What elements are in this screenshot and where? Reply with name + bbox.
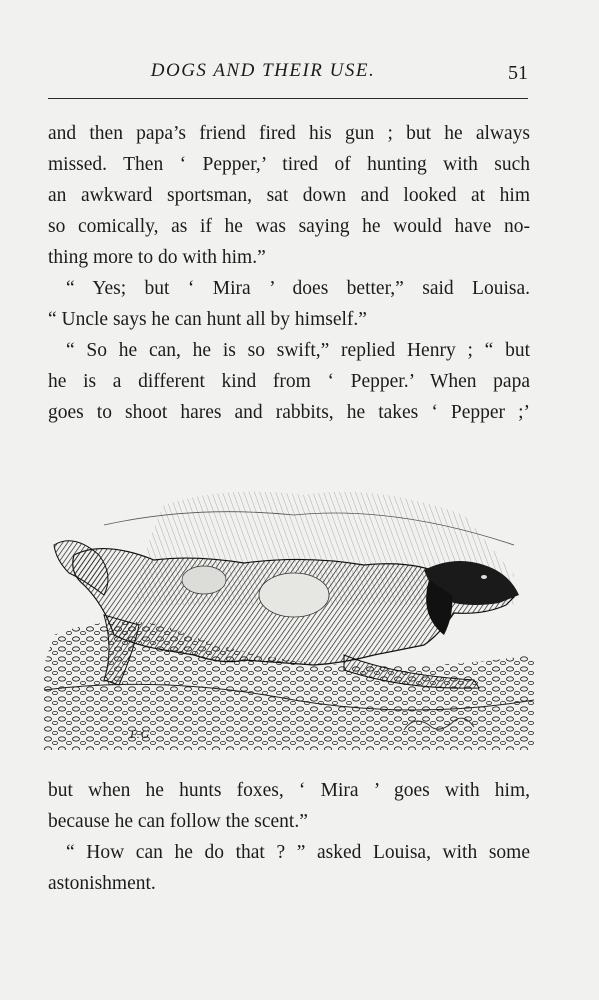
- text-line: “ So he can, he is so swift,” replied Henry ; “ but: [66, 340, 530, 361]
- text-line: “ Yes; but ‘ Mira ’ does better,” said Louisa.: [66, 278, 530, 299]
- engraver-initials: F.G: [130, 727, 151, 741]
- text-line: goes to shoot hares and rabbits, he takes ‘ Pepper ;’: [48, 402, 530, 423]
- text-line: but when he hunts foxes, ‘ Mira ’ goes with him,: [48, 780, 530, 801]
- text-line: he is a different kind from ‘ Pepper.’ When papa: [48, 371, 530, 392]
- page-number: 51: [508, 62, 528, 84]
- running-title: DOGS AND THEIR USE.: [150, 60, 376, 81]
- dog-illustration: [44, 485, 539, 750]
- text-line: an awkward sportsman, sat down and looked at him: [48, 185, 530, 206]
- text-line: and then papa’s friend fired his gun ; but he always: [48, 123, 530, 144]
- text-line: because he can follow the scent.”: [48, 811, 308, 832]
- text-line: astonishment.: [48, 873, 156, 894]
- header-rule: [48, 98, 528, 99]
- text-line: missed. Then ‘ Pepper,’ tired of hunting with such: [48, 154, 530, 175]
- text-line: “ Uncle says he can hunt all by himself.”: [48, 309, 367, 330]
- text-line: so comically, as if he was saying he would have no-: [48, 216, 530, 237]
- text-line: “ How can he do that ? ” asked Louisa, with some: [66, 842, 530, 863]
- running-head: [48, 60, 528, 94]
- body-text-bottom: [48, 775, 530, 899]
- spaniel-engraving: [44, 485, 539, 750]
- text-line: thing more to do with him.”: [48, 247, 266, 268]
- body-text-top: [48, 118, 530, 428]
